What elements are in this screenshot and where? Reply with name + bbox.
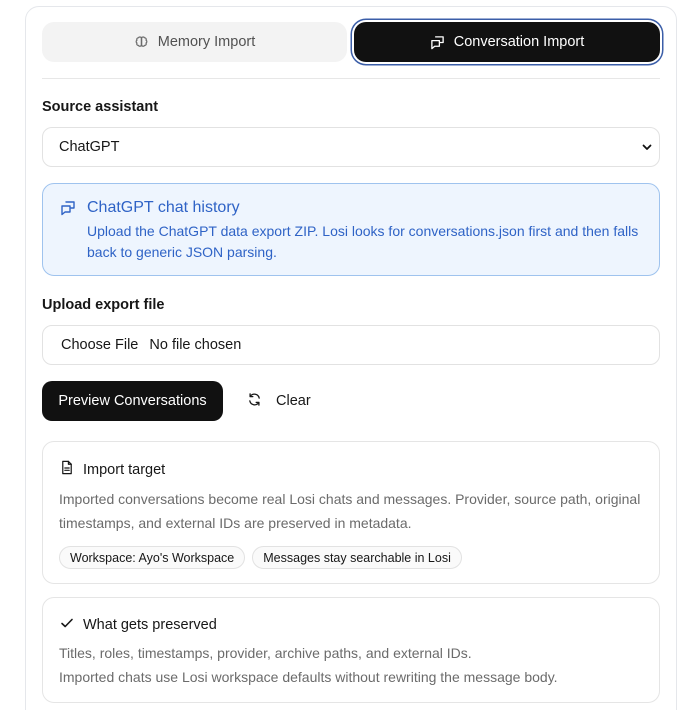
- divider: [42, 78, 660, 79]
- file-input[interactable]: [42, 325, 660, 365]
- workspace-chip: Workspace: Ayo's Workspace: [59, 546, 245, 569]
- import-target-chips: [59, 546, 462, 569]
- preserved-line-1: Titles, roles, timestamps, provider, archive paths, and external IDs.: [59, 645, 472, 661]
- tab-conversation-import-label: Conversation Import: [453, 34, 585, 50]
- preserved-line-2: Imported chats use Losi workspace defaults without rewriting the message body.: [59, 669, 558, 685]
- clear-label: Clear: [276, 393, 311, 409]
- import-mode-tabs: [42, 22, 660, 62]
- document-icon: [60, 460, 74, 479]
- clear-button[interactable]: [240, 381, 324, 421]
- chat-bubbles-icon: [60, 200, 76, 221]
- source-info-box: [42, 183, 660, 276]
- info-title: ChatGPT chat history: [87, 199, 240, 216]
- source-assistant-select[interactable]: [42, 127, 660, 167]
- chat-bubbles-icon: [430, 35, 445, 50]
- chevron-down-icon: [641, 141, 653, 157]
- import-target-description: Imported conversations become real Losi chats and messages. Provider, source path, original timestamps, and external IDs are preserved in metadata.: [59, 491, 641, 531]
- preserved-panel: [42, 597, 660, 703]
- import-target-panel: [42, 441, 660, 584]
- preserved-header: [60, 616, 217, 634]
- refresh-icon: [247, 392, 262, 411]
- preview-conversations-button[interactable]: Preview Conversations: [42, 381, 223, 421]
- upload-label: Upload export file: [42, 297, 165, 313]
- preserved-description: [59, 641, 649, 689]
- import-target-header: [60, 460, 165, 479]
- tab-memory-import-label: Memory Import: [157, 34, 256, 50]
- tab-conversation-import[interactable]: [354, 22, 660, 62]
- searchable-chip: Messages stay searchable in Losi: [252, 546, 462, 569]
- check-icon: [60, 616, 74, 634]
- source-assistant-value: ChatGPT: [59, 139, 120, 155]
- source-assistant-label: Source assistant: [42, 99, 159, 115]
- file-status: No file chosen: [149, 337, 242, 353]
- tab-memory-import[interactable]: [42, 22, 347, 62]
- preserved-title: What gets preserved: [83, 617, 217, 633]
- info-body: Upload the ChatGPT data export ZIP. Losi looks for conversations.json first and then falls back to generic JSON parsing.: [87, 223, 639, 260]
- brain-icon: [134, 35, 149, 50]
- import-target-title: Import target: [83, 461, 166, 478]
- choose-file-button[interactable]: Choose File: [61, 337, 139, 353]
